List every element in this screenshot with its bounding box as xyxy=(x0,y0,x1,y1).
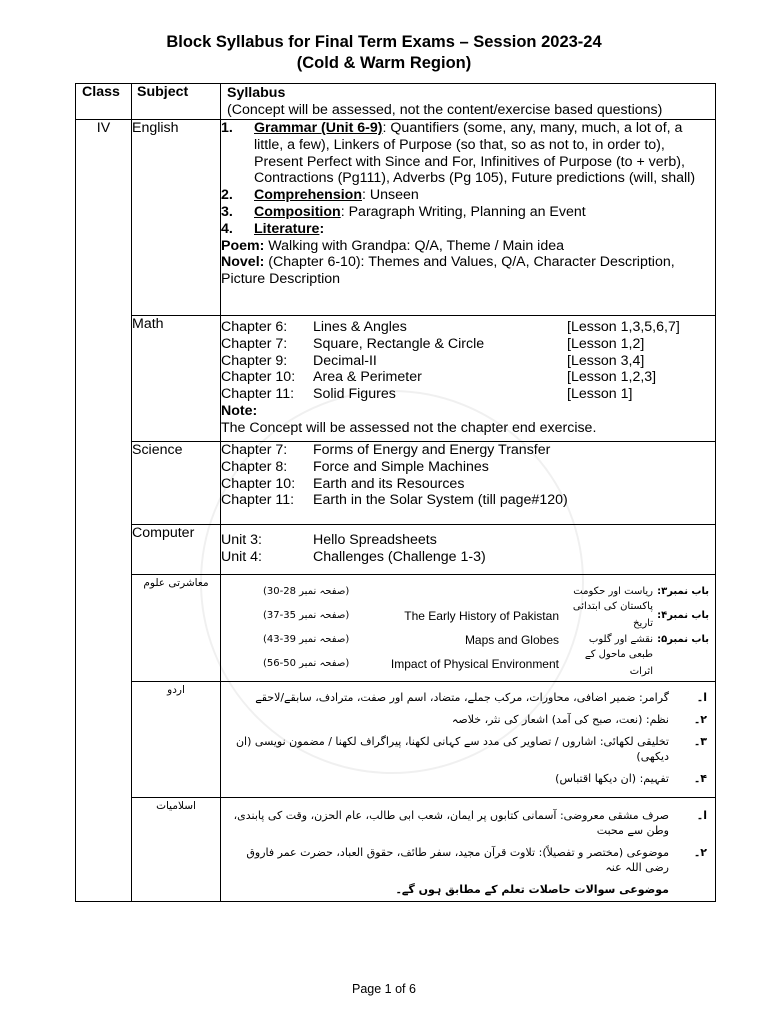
list-item xyxy=(221,459,715,476)
item-text: تخلیقی لکھائی: اشاروں / تصاویر کی مدد سے کہانی لکھنا، پیراگراف لکھنا / مضمون نویسی (ان دیکھی) xyxy=(235,735,669,763)
list-item xyxy=(227,649,709,677)
item-text: موضوعی (مختصر و تفصیلاً): تلاوت قرآن مجید، سفر طائف، حقوق العباد، حضرت عمر فاروق رضی اللہ عنہ xyxy=(246,846,669,874)
item-body: : Unseen xyxy=(362,187,419,204)
page-range: (صفحہ نمبر 35-37) xyxy=(263,609,350,621)
chapter-number: Chapter 6: xyxy=(221,319,288,335)
item-text xyxy=(254,120,715,187)
unit-number: Unit 3: xyxy=(221,532,263,548)
poem-line xyxy=(221,238,715,255)
chapter-topic: Decimal-II xyxy=(313,352,377,369)
list-item xyxy=(221,120,715,187)
item-text xyxy=(254,221,715,238)
table-row-islamiat xyxy=(76,798,716,902)
chapter-number: باب نمبر۳: xyxy=(657,585,709,597)
syllabus-social-studies xyxy=(221,575,716,682)
item-number: 2. xyxy=(221,187,233,204)
page-footer: Page 1 of 6 xyxy=(352,982,416,996)
list-item xyxy=(221,476,715,493)
chapter-topic: Earth and its Resources xyxy=(313,475,465,492)
chapter-lessons: [Lesson 3,4] xyxy=(567,352,645,369)
chapter-lessons: [Lesson 1,2,3] xyxy=(567,369,657,386)
table-header-row xyxy=(76,84,716,120)
chapter-number: Chapter 8: xyxy=(221,458,288,475)
item-heading: Grammar (Unit 6-9) xyxy=(254,120,383,136)
chapter-topic: Forms of Energy and Energy Transfer xyxy=(313,442,551,458)
title-line-1: Block Syllabus for Final Term Exams – Session 2023-24 xyxy=(166,33,602,51)
chapter-number: Chapter 9: xyxy=(221,352,288,369)
note-label: Note: xyxy=(221,402,258,419)
chapter-topic: Solid Figures xyxy=(313,386,396,403)
topic-english: The Early History of Pakistan xyxy=(404,608,559,623)
item-text: گرامر: ضمیر اضافی، محاورات، مرکب جملے، متضاد، اسم اور صفت، مترادف، سابقے/لاحقے xyxy=(255,691,669,704)
subject-math: Math xyxy=(132,316,221,442)
list-item xyxy=(231,808,707,838)
header-class: Class xyxy=(76,84,132,120)
item-number: 1. xyxy=(221,120,233,136)
table-row-science xyxy=(76,442,716,525)
topic-urdu: پاکستان کی ابتدائی تاریخ xyxy=(572,601,653,629)
subject-science: Science xyxy=(132,442,221,525)
chapter-topic: Earth in the Solar System (till page#120) xyxy=(313,492,568,509)
chapter-number: Chapter 7: xyxy=(221,335,288,352)
list-item xyxy=(227,601,709,629)
table-row-english xyxy=(76,120,716,316)
table-row-computer xyxy=(76,525,716,575)
table-row-math xyxy=(76,316,716,442)
item-body: : Quantifiers (some, any, many, much, a lot of, a little, a few), Linkers of Purpose (so that, so as not to, in order to), Present Perfect with Since and For, Infinitives of Purpose (to + verb), Contractions (Pg111), Adverbs (Pg 105), Future predictions (will, shall) xyxy=(254,120,696,187)
table-row-social-studies xyxy=(76,575,716,682)
list-item xyxy=(231,771,707,786)
topic-urdu: ریاست اور حکومت xyxy=(573,585,653,597)
title-line-2: (Cold & Warm Region) xyxy=(296,54,472,72)
syllabus-english xyxy=(221,120,716,316)
note-text: The Concept will be assessed not the chapter end exercise. xyxy=(221,419,597,436)
unit-topic: Challenges (Challenge 1-3) xyxy=(313,548,486,565)
subject-social-studies: معاشرتی علوم xyxy=(132,575,221,682)
item-text: نظم: (نعت، صبح کی آمد) اشعار کی نثر، خلاصہ xyxy=(451,713,669,726)
topic-urdu: طبعی ماحول کے اثرات xyxy=(584,649,653,677)
item-number: 3. xyxy=(221,203,233,220)
chapter-number: Chapter 10: xyxy=(221,369,296,386)
header-syllabus-title: Syllabus xyxy=(227,85,286,101)
topic-urdu: نقشے اور گلوب xyxy=(588,633,653,645)
topic-english: Maps and Globes xyxy=(464,632,559,647)
poem-text: Walking with Grandpa: Q/A, Theme / Main idea xyxy=(264,237,565,254)
page-range: (صفحہ نمبر 50-56) xyxy=(263,657,350,669)
list-item xyxy=(231,845,707,875)
unit-topic: Hello Spreadsheets xyxy=(313,532,437,548)
list-item xyxy=(221,336,715,353)
novel-line xyxy=(221,254,715,288)
syllabus-urdu xyxy=(221,682,716,798)
chapter-number: Chapter 11: xyxy=(221,386,295,403)
chapter-topic: Lines & Angles xyxy=(313,319,407,335)
topic-english: Impact of Physical Environment xyxy=(390,656,559,671)
chapter-topic: Area & Perimeter xyxy=(313,369,422,386)
list-item xyxy=(221,386,715,403)
chapter-number: Chapter 11: xyxy=(221,492,295,509)
syllabus-table xyxy=(75,83,716,902)
item-number: ۲۔ xyxy=(693,846,707,859)
unit-number: Unit 4: xyxy=(221,548,263,565)
item-text: تفہیم: (ان دیکھا اقتباس) xyxy=(555,772,669,785)
item-heading: Composition xyxy=(254,203,341,220)
list-item xyxy=(221,492,715,509)
novel-label: Novel: xyxy=(221,254,265,271)
syllabus-math xyxy=(221,316,716,442)
item-number: ا۔ xyxy=(696,809,707,822)
table-row-urdu xyxy=(76,682,716,798)
item-text: صرف مشقی معروضی: آسمانی کتابوں پر ایمان، شعب ابی طالب، عام الحزن، وقت کی پابندی، وطن سے محبت xyxy=(233,809,669,837)
list-item xyxy=(221,319,715,336)
subject-computer: Computer xyxy=(132,525,221,575)
item-number: 4. xyxy=(221,220,233,237)
list-item xyxy=(221,369,715,386)
chapter-lessons: [Lesson 1] xyxy=(567,386,633,403)
page-range: (صفحہ نمبر 28-30) xyxy=(263,585,350,597)
list-item xyxy=(221,221,715,238)
list-item xyxy=(221,532,715,549)
header-subject: Subject xyxy=(132,84,221,120)
subject-islamiat: اسلامیات xyxy=(132,798,221,902)
item-number: ۲۔ xyxy=(693,713,707,726)
item-number: ۴۔ xyxy=(693,772,707,785)
islamiat-note: موضوعی سوالات حاصلات تعلم کے مطابق ہوں گے۔ xyxy=(395,883,669,896)
document-title xyxy=(0,32,768,74)
syllabus-islamiat xyxy=(221,798,716,902)
list-item xyxy=(231,734,707,764)
subject-english: English xyxy=(132,120,221,316)
chapter-lessons: [Lesson 1,2] xyxy=(567,335,645,352)
item-text xyxy=(254,187,715,204)
list-item xyxy=(221,549,715,566)
subject-urdu: اردو xyxy=(132,682,221,798)
list-item xyxy=(231,712,707,727)
page-range: (صفحہ نمبر 39-43) xyxy=(263,633,350,645)
list-item xyxy=(221,442,715,459)
chapter-topic: Square, Rectangle & Circle xyxy=(313,335,485,352)
chapter-number: Chapter 7: xyxy=(221,442,288,458)
chapter-lessons: [Lesson 1,3,5,6,7] xyxy=(567,319,680,335)
item-number: ۳۔ xyxy=(693,735,707,748)
syllabus-science xyxy=(221,442,716,525)
chapter-topic: Force and Simple Machines xyxy=(313,458,489,475)
class-cell: IV xyxy=(76,120,132,902)
syllabus-computer xyxy=(221,525,716,575)
item-body: : Paragraph Writing, Planning an Event xyxy=(340,203,586,220)
list-item xyxy=(221,353,715,370)
item-body: : xyxy=(319,220,325,237)
list-item xyxy=(221,204,715,221)
list-item xyxy=(221,187,715,204)
header-syllabus xyxy=(221,84,716,120)
list-item xyxy=(231,690,707,705)
chapter-number: باب نمبر۴: xyxy=(657,609,709,621)
chapter-number: Chapter 10: xyxy=(221,475,296,492)
header-syllabus-note: (Concept will be assessed, not the content/exercise based questions) xyxy=(227,101,663,118)
item-heading: Comprehension xyxy=(254,187,362,204)
item-text xyxy=(254,204,715,221)
poem-label: Poem: xyxy=(221,237,265,254)
novel-text: (Chapter 6-10): Themes and Values, Q/A, Character Description, Picture Description xyxy=(221,254,675,288)
item-heading: Literature xyxy=(254,220,320,237)
item-number: ا۔ xyxy=(696,691,707,704)
chapter-number: باب نمبر۵: xyxy=(657,633,709,645)
